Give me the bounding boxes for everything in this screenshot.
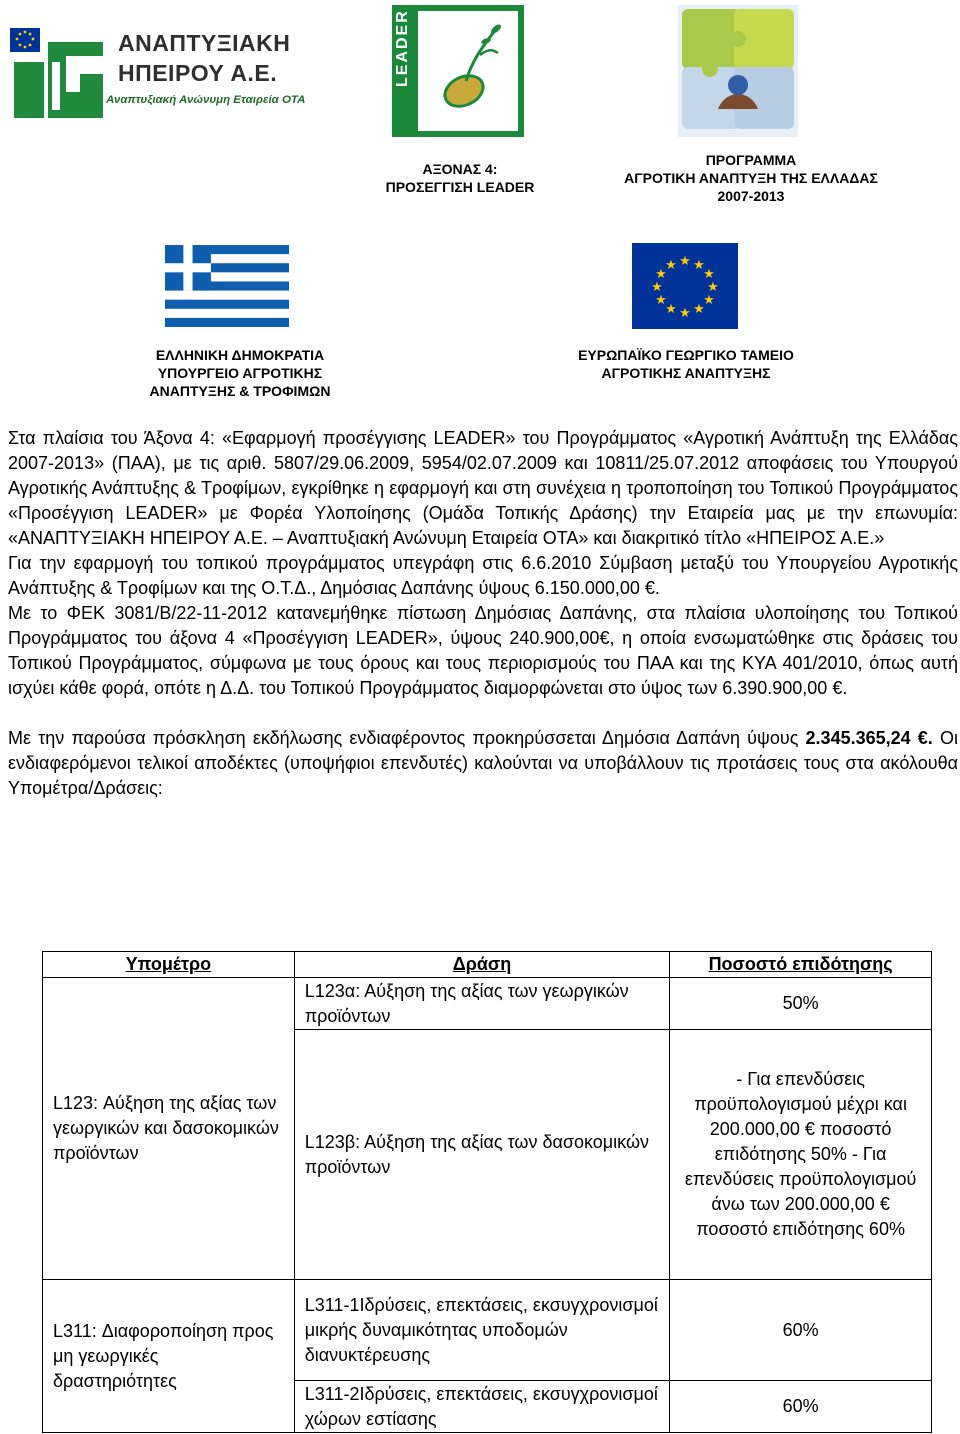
program-caption-line2: ΑΓΡΟΤΙΚΗ ΑΝΑΠΤΥΞΗ ΤΗΣ ΕΛΛΑΔΑΣ [624, 170, 878, 186]
company-emblem-icon [8, 22, 108, 122]
header-submeasure: Υπομέτρο [43, 952, 295, 978]
greek-flag [165, 245, 289, 327]
leader-logo-text [394, 65, 412, 87]
company-name-subtitle: Αναπτυξιακή Ανώνυμη Εταιρεία ΟΤΑ [106, 94, 306, 106]
rate-cell: - Για επενδύσεις προϋπολογισμού μέχρι και 200.000,00 € ποσοστό επιδότησης 50% - Για επενδύσεις προϋπολογισμού άνω των 200.000,00 € ποσοστό επιδότησης 60% [670, 1030, 932, 1280]
svg-text:★: ★ [679, 306, 691, 321]
credit-paragraph: Με το ΦΕΚ 3081/Β/22-11-2012 κατανεμήθηκε πίστωση Δημόσιας Δαπάνης, στα πλαίσια υλοποίησης του Τοπικού Προγράμματος του άξονα 4 «Προσέγγιση LEADER», ύψους 240.900,00€, η οποία ενσωματώθηκε στις δράσεις του Τοπικού Προγράμματος, σύμφωνα με τους όρους και τους περιορισμούς του ΠΑΑ και της ΚΥΑ 401/2010, όπως αυτή ισχύει κάθε φορά, οπότε η Δ.Δ. του Τοπικού Προγράμματος διαμορφώνεται στο ύψος των 6.390.900,00 €. [8, 603, 958, 698]
action-cell: L311-1Ιδρύσεις, επεκτάσεις, εκσυγχρονισμοί μικρής δυναμικότητας υποδομών διανυκτέρευσης [294, 1280, 669, 1381]
measures-table [42, 951, 932, 1433]
svg-text:★: ★ [651, 280, 663, 295]
call-paragraph [8, 726, 958, 801]
document-body [8, 426, 958, 801]
svg-text:★: ★ [707, 280, 719, 295]
rate-cell: 50% [670, 978, 932, 1030]
table-row [43, 978, 932, 1030]
axis-caption [360, 160, 560, 196]
program-logo [678, 5, 798, 137]
svg-text:★: ★ [693, 258, 705, 273]
greece-caption-line1: ΕΛΛΗΝΙΚΗ ΔΗΜΟΚΡΑΤΙΑ [155, 347, 325, 363]
svg-text:★: ★ [703, 293, 715, 308]
program-caption-line1: ΠΡΟΓΡΑΜΜΑ [705, 152, 797, 168]
leader-logo [392, 5, 524, 137]
eu-flag-icon [632, 243, 738, 329]
header-action: Δράση [294, 952, 669, 978]
action-cell: L311-2Ιδρύσεις, επεκτάσεις, εκσυγχρονισμοί χώρων εστίασης [294, 1381, 669, 1433]
table-row [43, 1280, 932, 1381]
greece-caption-line2: ΥΠΟΥΡΓΕΙΟ ΑΓΡΟΤΙΚΗΣ [157, 365, 323, 381]
submeasure-cell: L311: Διαφοροποίηση προς μη γεωργικές δραστηριότητες [43, 1280, 295, 1433]
eu-caption [546, 346, 826, 382]
action-cell: L123β: Αύξηση της αξίας των δασοκομικών προϊόντων [294, 1030, 669, 1280]
svg-text:★: ★ [655, 293, 667, 308]
contract-paragraph: Για την εφαρμογή του τοπικού προγράμματος υπεγράφη στις 6.6.2010 Σύμβαση μεταξύ του Υπουργείου Αγροτικής Ανάπτυξης & Τροφίμων και της Ο.Τ.Δ., Δημόσιας Δαπάνης ύψους 6.150.000,00 €. [8, 553, 958, 598]
svg-text:★: ★ [655, 267, 667, 282]
public-expenditure-amount: 2.345.365,24 €. [805, 728, 933, 748]
call-paragraph-end: Οι ενδιαφερόμενοι τελικοί αποδέκτες (υποψήφιοι επενδυτές) καλούνται να υποβάλλουν τις προτάσεις τους στα ακόλουθα Υπομέτρα/Δράσεις: [8, 728, 958, 798]
header-rate: Ποσοστό επιδότησης [670, 952, 932, 978]
rate-cell: 60% [670, 1381, 932, 1433]
call-paragraph-start: Με την παρούσα πρόσκληση εκδήλωσης ενδιαφέροντος προκηρύσσεται Δημόσια Δαπάνη ύψους [8, 728, 799, 748]
intro-paragraph: Στα πλαίσια του Άξονα 4: «Εφαρμογή προσέγγισης LEADER» του Προγράμματος «Αγροτική Ανάπτυξη της Ελλάδας 2007-2013» (ΠΑΑ), με τις αριθ. 5807/29.06.2009, 5954/02.07.2009 και 10811/25.07.2012 αποφάσεις του Υπουργού Αγροτικής Ανάπτυξης & Τροφίμων, εγκρίθηκε η εφαρμογή και στη συνέχεια η τροποποίηση του Τοπικού Προγράμματος «Προσέγγιση LEADER» με Φορέα Υλοποίησης (Ομάδα Τοπικής Δράσης) την Εταιρεία μας με την επωνυμία: «ΑΝΑΠΤΥΞΙΑΚΗ ΗΠΕΙΡΟΥ Α.Ε. – Αναπτυξιακή Ανώνυμη Εταιρεία ΟΤΑ» και διακριτικό τίτλο «ΗΠΕΙΡΟΣ Α.Ε.» [8, 428, 958, 548]
svg-text:★: ★ [665, 258, 677, 273]
action-cell: L123α: Αύξηση της αξίας των γεωργικών προϊόντων [294, 978, 669, 1030]
company-name-line2: ΗΠΕΙΡΟΥ Α.Ε. [118, 60, 278, 86]
axis-caption-line1: ΑΞΟΝΑΣ 4: [422, 161, 498, 177]
eu-caption-line2: ΑΓΡΟΤΙΚΗΣ ΑΝΑΠΤΥΞΗΣ [601, 365, 771, 381]
table-header-row [43, 952, 932, 978]
program-caption [596, 151, 906, 205]
eu-flag [632, 243, 738, 329]
axis-caption-line2: ΠΡΟΣΕΓΓΙΣΗ LEADER [385, 179, 535, 195]
rate-cell: 60% [670, 1280, 932, 1381]
svg-text:★: ★ [679, 254, 691, 269]
eu-caption-line1: ΕΥΡΩΠΑΪΚΟ ΓΕΩΡΓΙΚΟ ΤΑΜΕΙΟ [578, 347, 794, 363]
greece-caption [110, 346, 370, 400]
program-caption-line3: 2007-2013 [717, 188, 785, 204]
greece-caption-line3: ΑΝΑΠΤΥΞΗΣ & ΤΡΟΦΙΜΩΝ [149, 383, 331, 399]
greek-flag-icon [165, 245, 289, 327]
puzzle-logo-icon [678, 5, 798, 137]
company-logo [8, 22, 328, 122]
svg-text:★: ★ [693, 302, 705, 317]
svg-text:★: ★ [665, 302, 677, 317]
submeasure-cell: L123: Αύξηση της αξίας των γεωργικών και δασοκομικών προϊόντων [43, 978, 295, 1280]
company-name-line1: ΑΝΑΠΤΥΞΙΑΚΗ [118, 30, 291, 56]
svg-text:★: ★ [703, 267, 715, 282]
